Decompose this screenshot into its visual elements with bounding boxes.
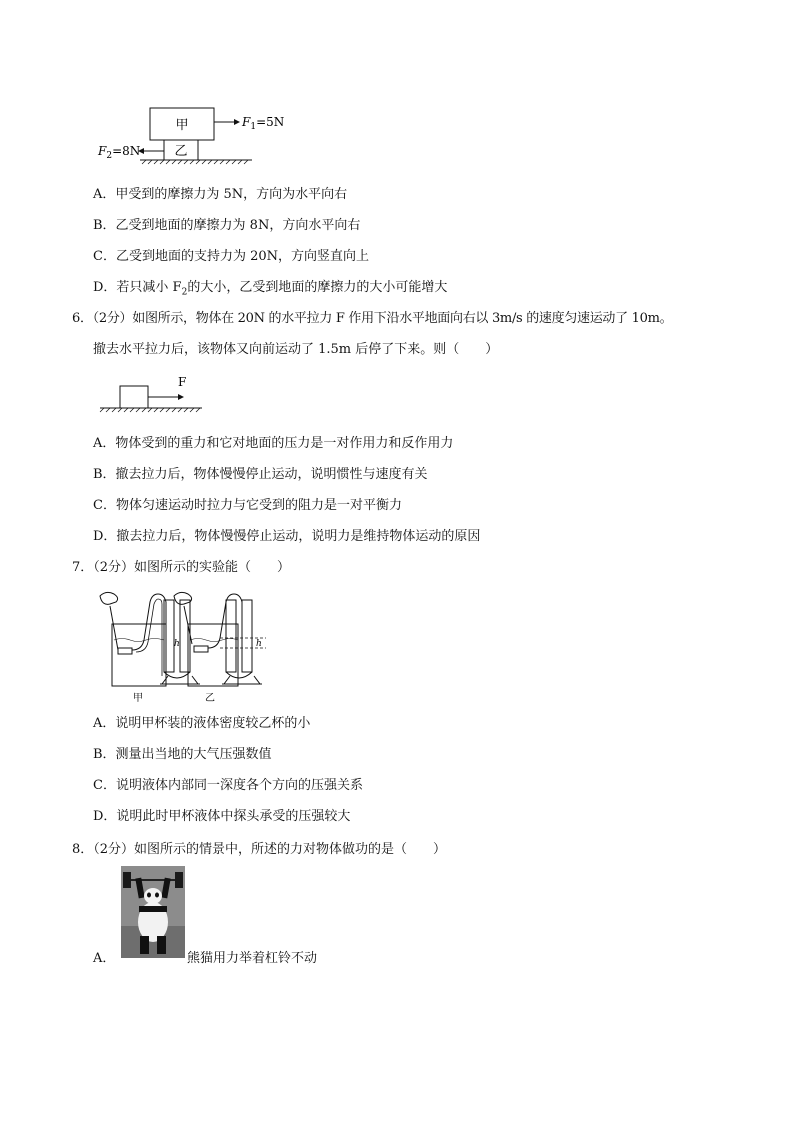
block-object [120, 386, 148, 408]
block-yi-label: 乙 [174, 144, 188, 159]
q8-option-a-letter: A． [93, 951, 116, 966]
panda-barbell-photo [121, 866, 185, 958]
q8-option-a-text: 熊猫用力举着杠铃不动 [187, 951, 318, 966]
q6-option-b: B．撤去拉力后，物体慢慢停止运动，说明惯性与速度有关 [93, 467, 428, 482]
q5-option-b: B．乙受到地面的摩擦力为 8N，方向水平向右 [93, 218, 361, 233]
force-f2-label: $F_2=8N$ [98, 144, 141, 161]
q6-option-c: C．物体匀速运动时拉力与它受到的阻力是一对平衡力 [93, 498, 402, 513]
panda-barbell-illustration [121, 866, 185, 958]
q6-option-d: D．撤去拉力后，物体慢慢停止运动，说明力是维持物体运动的原因 [93, 529, 481, 544]
apparatus-left [100, 592, 200, 686]
q5-option-d-pre: D．若只减小 F [93, 280, 182, 295]
force-f-arrowhead [178, 394, 184, 400]
q7-option-c: C．说明液体内部同一深度各个方向的压强关系 [93, 778, 363, 793]
q5-option-d-post: 的大小，乙受到地面的摩擦力的大小可能增大 [187, 280, 448, 295]
q6-stem-line2: 撤去水平拉力后，该物体又向前运动了 1.5m 后停了下来。则（ ） [93, 342, 499, 357]
h-label-left: h [174, 639, 180, 649]
figure-q5-stacked-blocks [96, 104, 296, 168]
q7-option-a: A．说明甲杯装的液体密度较乙杯的小 [93, 716, 311, 731]
q5-option-a: A．甲受到的摩擦力为 5N，方向为水平向右 [93, 187, 348, 202]
block-jia-label: 甲 [175, 118, 189, 133]
figure-q7-pressure-gauges [94, 588, 266, 706]
force-f1-arrowhead [234, 119, 240, 125]
force-f1-label: $F_1=5N$ [242, 115, 285, 132]
force-f-label: F [178, 375, 187, 389]
q7-option-b: B．测量出当地的大气压强数值 [93, 747, 272, 762]
q8-stem: 8．（2分）如图所示的情景中，所述的力对物体做功的是（ ） [72, 842, 447, 857]
q5-option-c: C．乙受到地面的支持力为 20N，方向竖直向上 [93, 249, 369, 264]
h-label-right: h [256, 639, 262, 649]
apparatus-right-label: 乙 [205, 693, 215, 704]
q6-stem-line1: 6．（2分）如图所示，物体在 20N 的水平拉力 F 作用下沿水平地面向右以 3m/s 的速度匀速运动了 10m。 [72, 311, 673, 326]
q5-option-d [93, 279, 447, 302]
apparatus-left-label: 甲 [133, 693, 143, 704]
q7-option-d: D．说明此时甲杯液体中探头承受的压强较大 [93, 809, 351, 824]
q5-option-d-sub: 2 [181, 287, 188, 298]
q6-option-a: A．物体受到的重力和它对地面的压力是一对作用力和反作用力 [93, 436, 454, 451]
q7-stem: 7．（2分）如图所示的实验能（ ） [72, 560, 291, 575]
ground-hatching [100, 408, 200, 412]
figure-q6-block-pulled [96, 372, 206, 414]
ground-hatching [142, 160, 248, 164]
